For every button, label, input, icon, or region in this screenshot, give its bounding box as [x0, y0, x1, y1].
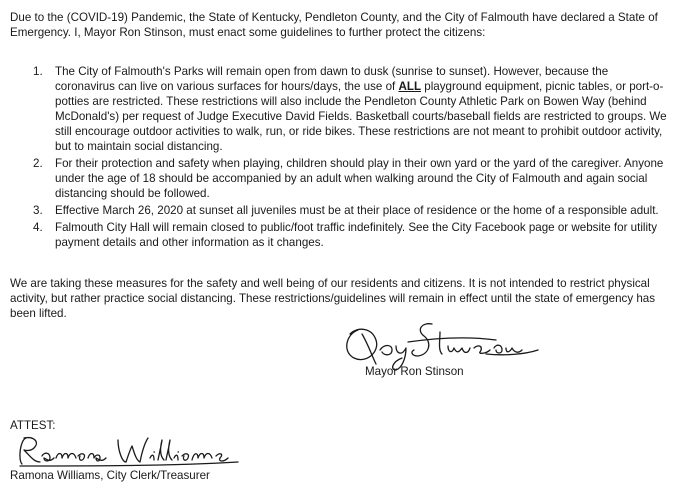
- list-item-text-continued: playground equipment, picnic tables, or port-o-potties are restricted. These restrictions will also include the Pendleton County Athletic Park on Bowen Way (behind McDonald's) per request of Judge Executive David Fields. Basketball courts/baseball fields are restricted to groups. We still encourage outdoor activities to walk, run, or ride bikes. These restrictions are not meant to prohibit outdoor activity, but to maintain social distancing.: [55, 80, 667, 153]
- list-item-number: 1.: [33, 65, 43, 78]
- list-item-number: 4.: [33, 221, 43, 234]
- list-item-number: 3.: [33, 204, 43, 217]
- clerk-signature: [10, 432, 250, 470]
- closing-paragraph: We are taking these measures for the safety and well being of our residents and citizens. It is not intended to restrict physical activity, but rather practice social distancing. These restrictions/guidelines will remain in effect until the state of emergency has been lifted.: [10, 277, 656, 320]
- list-item-text: For their protection and safety when playing, children should play in their own yard or the yard of the caregiver. Anyone under the age of 18 should be accompanied by an adult when walking around the City of Falmouth and again social distancing should be followed.: [55, 157, 664, 200]
- attest-label: ATTEST:: [10, 419, 56, 432]
- list-item-text: Falmouth City Hall will remain closed to public/foot traffic indefinitely. See the City Facebook page or website for utility payment details and other information as it changes.: [55, 221, 658, 249]
- list-item-number: 2.: [33, 157, 43, 170]
- list-item: [0, 156, 675, 201]
- list-item-text: Effective March 26, 2020 at sunset all juveniles must be at their place of residence or the home of a responsible adult.: [55, 204, 659, 217]
- guidelines-list: [0, 64, 675, 252]
- list-item: [0, 220, 675, 250]
- clerk-caption: Ramona Williams, City Clerk/Treasurer: [10, 469, 210, 482]
- intro-paragraph: Due to the (COVID-19) Pandemic, the State of Kentucky, Pendleton County, and the City of Falmouth have declared a State of Emergency. I, Mayor Ron Stinson, must enact some guidelines to further protect the citizens:: [10, 11, 658, 39]
- list-item: [0, 64, 675, 154]
- emphasis-text: ALL: [398, 80, 422, 93]
- mayor-caption: Mayor Ron Stinson: [365, 365, 464, 378]
- list-item: [0, 203, 675, 218]
- list-item-text: The City of Falmouth's Parks will remain open from dawn to dusk (sunrise to sunset). However, because the coronavirus can live on various surfaces for hours/days, the use of: [55, 65, 609, 93]
- mayor-signature: [336, 312, 546, 372]
